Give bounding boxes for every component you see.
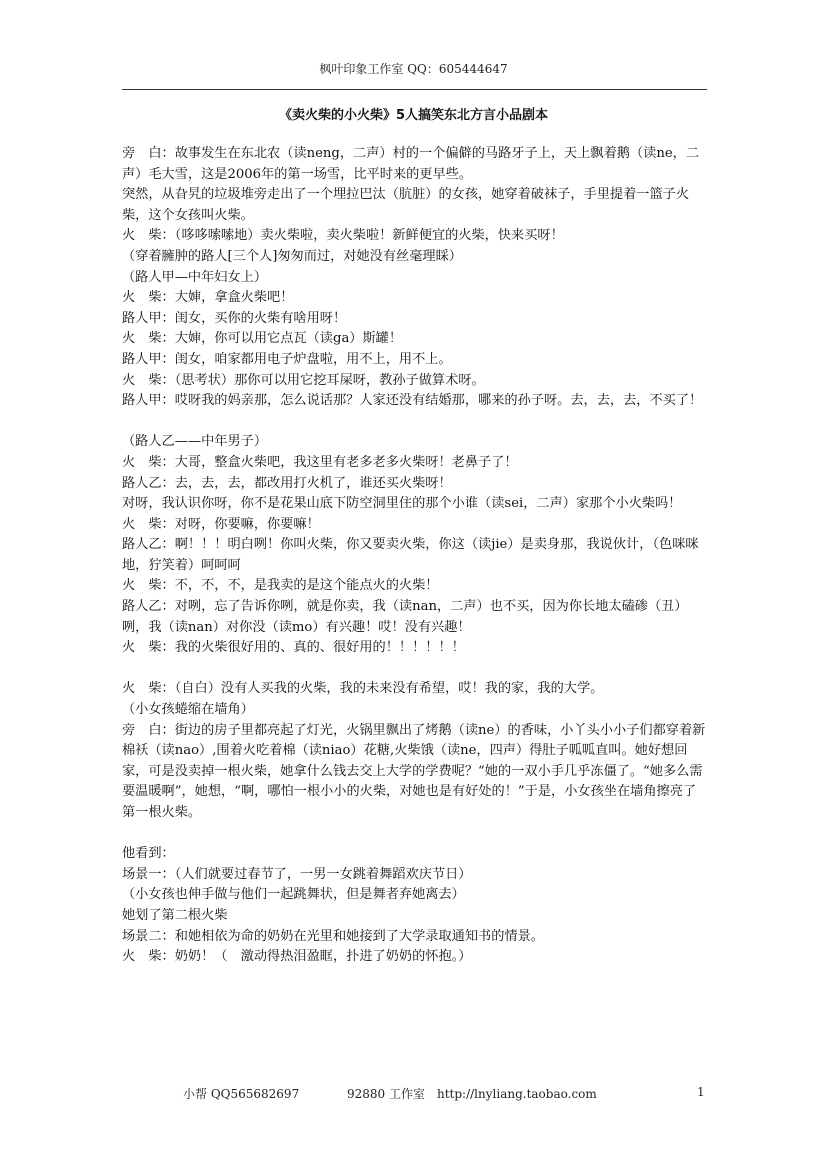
script-paragraph: 路人乙：去，去，去，都改用打火机了，谁还买火柴呀！ xyxy=(122,475,452,491)
script-paragraph: 他看到： xyxy=(122,846,175,862)
script-paragraph: 火 柴：不，不，不，是我卖的是这个能点火的火柴！ xyxy=(122,578,439,594)
script-paragraph: 火 柴：对呀，你要嘛，你要嘛！ xyxy=(122,516,320,532)
blank-line xyxy=(122,659,708,680)
script-paragraph: 火 柴：大婶，拿盒火柴吧！ xyxy=(122,290,294,306)
script-paragraph: 突然，从旮旯的垃圾堆旁走出了一个埋拉巴汰（肮脏）的女孩，她穿着破袜子，手里提着一篮子火柴，这个女孩叫火柴。 xyxy=(122,187,690,223)
script-paragraph: （小女孩蜷缩在墙角） xyxy=(122,702,254,718)
document-title: 《卖火柴的小火柴》5人搞笑东北方言小品剧本 xyxy=(278,108,549,123)
script-paragraph: （小女孩也伸手做与他们一起跳舞状，但是舞者弃她离去） xyxy=(122,887,465,903)
script-paragraph: （穿着臃肿的路人[三个人]匆匆而过，对她没有丝毫理睬） xyxy=(122,248,462,264)
script-paragraph: 火 柴：大哥，整盒火柴吧，我这里有老多老多火柴呀！老鼻子了！ xyxy=(122,454,518,470)
page-number: 1 xyxy=(697,1085,705,1099)
script-paragraph: 场景一：（人们就要过春节了，一男一女跳着舞蹈欢庆节日） xyxy=(122,866,472,882)
script-paragraph: 旁 白：故事发生在东北农（读neng，二声）村的一个偏僻的马路牙子上，天上飘着鹅（读ne，二声）毛大雪，这是2006年的第一场雪，比平时来的更早些。 xyxy=(122,146,700,182)
blank-line xyxy=(122,824,708,845)
script-paragraph: 火 柴：（自白）没有人买我的火柴，我的未来没有希望，哎！我的家，我的大学。 xyxy=(122,681,604,697)
script-paragraph: 场景二：和她相依为命的奶奶在光里和她接到了大学录取通知书的情景。 xyxy=(122,928,544,944)
footer-studio-link: 92880 工作室 http://lnyliang.taobao.com xyxy=(347,1087,597,1101)
script-paragraph: 路人甲：哎呀我的妈亲那，怎么说话那？人家还没有结婚那，哪来的孙子呀。去，去，去，不买了！ xyxy=(122,393,703,409)
script-body xyxy=(122,144,708,968)
script-paragraph: 火 柴：（哆哆嗦嗦地）卖火柴啦，卖火柴啦！新鲜便宜的火柴，快来买呀！ xyxy=(122,228,564,244)
blank-line xyxy=(122,412,708,433)
script-paragraph: 路人甲：闺女，买你的火柴有啥用呀！ xyxy=(122,310,347,326)
script-paragraph: 火 柴：我的火柴很好用的、真的、很好用的！！！！！！ xyxy=(122,640,465,656)
footer-contact: 小帮 QQ565682697 xyxy=(183,1087,300,1101)
page-footer xyxy=(0,1085,827,1101)
script-paragraph: 路人乙：对咧，忘了告诉你咧，就是你卖，我（读nan，二声）也不买，因为你长地太磕碜（丑）咧，我（读nan）对你没（读mo）有兴趣！哎！没有兴趣！ xyxy=(122,599,688,635)
script-paragraph: （路人甲—中年妇女上） xyxy=(122,269,268,285)
script-paragraph: 火 柴：奶奶！（ 激动得热泪盈眶，扑进了奶奶的怀抱。） xyxy=(122,949,472,965)
script-paragraph: 她划了第二根火柴 xyxy=(122,907,228,923)
script-paragraph: 路人乙：啊！！！明白咧！你叫火柴，你又要卖火柴，你这（读jie）是卖身那，我说伙计，（色咪咪地，狞笑着）呵呵呵 xyxy=(122,537,699,573)
header-divider xyxy=(122,89,707,90)
script-paragraph: 火 柴：大婶，你可以用它点瓦（读ga）斯罐！ xyxy=(122,331,403,347)
script-paragraph: 对呀，我认识你呀，你不是花果山底下防空洞里住的那个小谁（读sei，二声）家那个小火柴吗！ xyxy=(122,496,682,512)
script-paragraph: 路人甲：闺女，咱家都用电子炉盘啦，用不上，用不上。 xyxy=(122,351,452,367)
page-header: 枫叶印象工作室 QQ：605444647 xyxy=(319,62,508,76)
script-paragraph: 旁 白：街边的房子里都亮起了灯光，火锅里飘出了烤鹅（读ne）的香味，小丫头小小子们都穿着新棉袄（读nao）,围着火吃着棉（读niao）花糖,火柴饿（读ne，四声）得肚子呱呱直叫。她好想回家，可是没卖掉一根火柴，她拿什么钱去交上大学的学费呢？“她的一双小手几乎冻僵了。“她多么需要温暖啊”，她想，“啊，哪怕一根小小的火柴，对她也是有好处的！”于是，小女孩坐在墙角擦亮了第一根火柴。 xyxy=(122,722,706,820)
script-paragraph: （路人乙——中年男子） xyxy=(122,434,268,450)
script-paragraph: 火 柴：（思考状）那你可以用它挖耳屎呀，教孙子做算术呀。 xyxy=(122,372,485,388)
